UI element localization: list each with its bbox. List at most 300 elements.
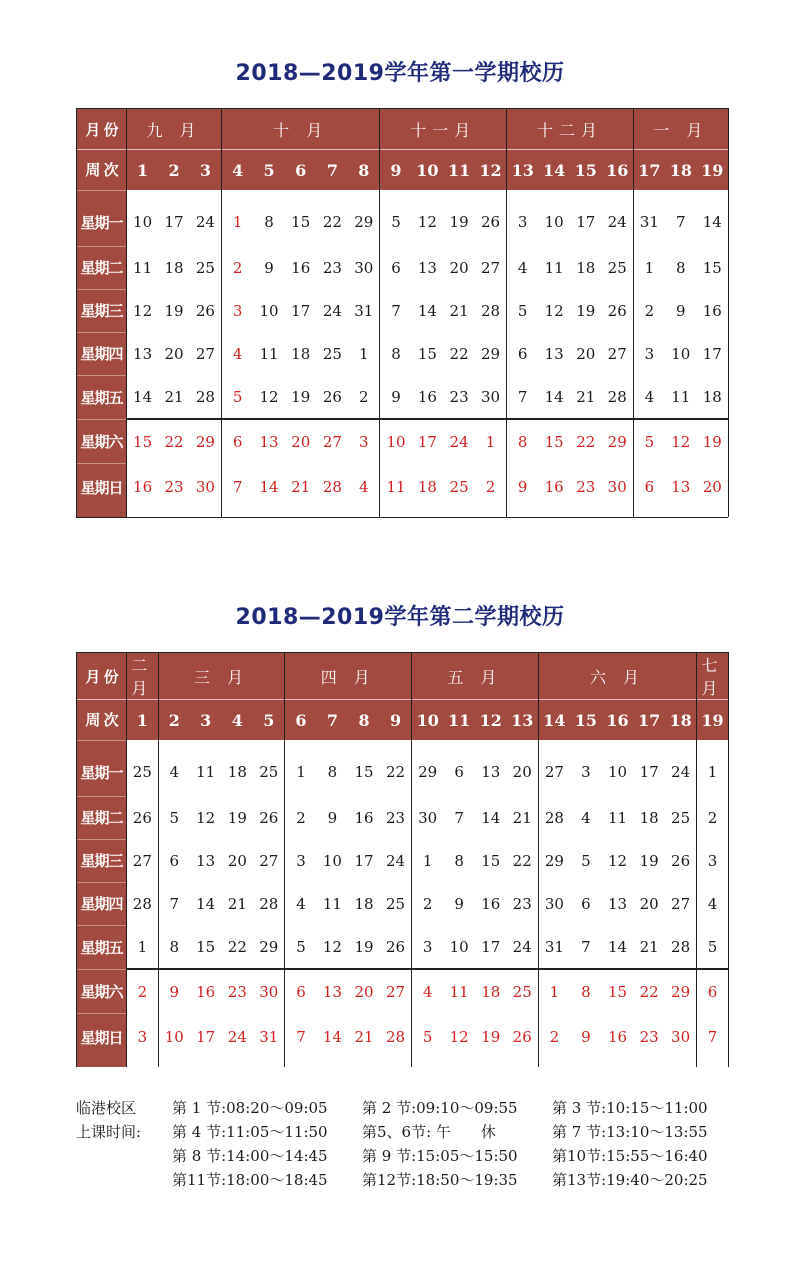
date-cell: 12	[259, 387, 279, 406]
week-number: 17	[633, 150, 665, 191]
date-cell: 31	[253, 1013, 285, 1067]
date-cell: 22	[633, 969, 665, 1013]
date-cell: 17	[196, 1027, 216, 1046]
date-cell: 30	[602, 463, 634, 517]
date-cell: 18	[291, 344, 311, 363]
date-cell: 23	[164, 477, 184, 496]
date-cell: 19	[449, 213, 469, 231]
date-cell: 15	[481, 851, 501, 870]
date-cell: 17	[639, 763, 659, 781]
date-cell: 5	[581, 851, 591, 870]
date-cell: 22	[449, 344, 469, 363]
week-number: 13	[507, 700, 539, 741]
date-cell: 6	[697, 969, 729, 1013]
date-cell: 23	[322, 258, 342, 277]
date-cell: 16	[544, 477, 564, 496]
month-header: 五 月	[412, 653, 539, 700]
date-cell: 6	[391, 258, 401, 277]
date-cell: 15	[354, 763, 374, 781]
weekday-label: 星期六	[77, 419, 127, 463]
date-cell: 1	[475, 419, 507, 463]
date-cell: 23	[222, 969, 254, 1013]
date-cell: 5	[422, 1027, 433, 1046]
week-number: 13	[507, 150, 539, 191]
week-number: 18	[665, 700, 697, 741]
week-number: 10	[412, 150, 444, 191]
date-cell: 29	[418, 763, 438, 781]
date-cell: 18	[576, 258, 596, 277]
date-cell: 11	[259, 344, 279, 363]
date-cell: 3	[697, 839, 729, 882]
schedule-cell: 第 9 节:15:05～15:50	[362, 1147, 518, 1165]
date-cell: 28	[253, 882, 285, 925]
date-cell: 19	[227, 808, 247, 827]
weekday-label: 星期五	[77, 925, 127, 969]
week-number: 8	[348, 700, 380, 741]
date-cell: 22	[227, 937, 247, 956]
week-number: 15	[570, 150, 602, 191]
date-cell: 19	[639, 851, 659, 870]
date-cell: 28	[127, 882, 159, 925]
date-cell: 22	[322, 213, 342, 231]
date-cell: 18	[475, 969, 507, 1013]
date-cell: 4	[296, 894, 306, 913]
date-cell: 25	[507, 969, 539, 1013]
date-cell: 5	[517, 301, 528, 320]
date-cell: 14	[322, 1027, 342, 1046]
schedule-row	[76, 1120, 736, 1144]
week-number: 2	[158, 150, 190, 191]
date-cell: 5	[633, 419, 665, 463]
date-cell: 15	[697, 246, 729, 289]
date-cell: 14	[196, 894, 216, 913]
weekday-label: 星期三	[77, 289, 127, 332]
date-cell: 6	[285, 969, 317, 1013]
date-cell: 31	[544, 937, 564, 956]
month-header: 三 月	[158, 653, 285, 700]
date-cell: 3	[422, 937, 433, 956]
term2-title: 2018—2019学年第二学期校历	[235, 605, 565, 630]
schedule-cell: 第 1 节:08:20～09:05	[172, 1099, 328, 1117]
date-cell: 17	[164, 213, 184, 231]
date-cell: 2	[127, 969, 159, 1013]
weekday-label: 星期一	[77, 190, 127, 246]
date-cell: 30	[348, 246, 380, 289]
term1-calendar	[76, 108, 729, 517]
date-cell: 8	[507, 419, 539, 463]
date-cell: 27	[544, 763, 564, 781]
week-number: 11	[443, 700, 475, 741]
date-cell: 3	[348, 419, 380, 463]
date-cell: 24	[227, 1027, 247, 1046]
date-cell: 22	[570, 419, 602, 463]
date-cell: 10	[380, 419, 412, 463]
date-cell: 3	[644, 344, 655, 363]
date-cell: 23	[380, 796, 412, 839]
date-cell: 17	[576, 213, 596, 231]
schedule-cell: 第11节:18:00～18:45	[172, 1171, 328, 1189]
date-cell: 2	[475, 463, 507, 517]
date-cell: 7	[296, 1027, 306, 1046]
date-cell: 25	[253, 740, 285, 796]
date-cell: 16	[481, 894, 501, 913]
weekday-label: 星期三	[77, 839, 127, 882]
date-cell: 7	[581, 937, 591, 956]
date-cell: 1	[232, 213, 243, 231]
date-cell: 22	[158, 419, 190, 463]
date-cell: 23	[576, 477, 596, 496]
week-number: 4	[222, 700, 254, 741]
date-cell: 18	[697, 375, 729, 419]
date-cell: 27	[127, 839, 159, 882]
date-cell: 16	[354, 808, 374, 827]
date-cell: 14	[417, 301, 437, 320]
date-cell: 8	[264, 213, 274, 231]
date-cell: 14	[544, 387, 564, 406]
week-number: 9	[380, 700, 412, 741]
date-cell: 10	[133, 213, 153, 231]
date-cell: 28	[190, 375, 222, 419]
date-cell: 21	[507, 796, 539, 839]
term1-title: 2018—2019学年第一学期校历	[235, 61, 565, 86]
date-cell: 25	[602, 246, 634, 289]
week-number: 7	[317, 150, 349, 191]
date-cell: 1	[296, 763, 306, 781]
date-cell: 8	[676, 258, 686, 277]
date-cell: 30	[190, 463, 222, 517]
date-cell: 21	[576, 387, 596, 406]
weekday-label: 星期六	[77, 969, 127, 1013]
date-cell: 19	[291, 387, 311, 406]
weekday-label: 星期二	[77, 246, 127, 289]
date-cell: 26	[190, 289, 222, 332]
date-cell: 24	[190, 190, 222, 246]
date-cell: 21	[449, 301, 469, 320]
date-cell: 12	[133, 301, 153, 320]
week-number: 14	[538, 150, 570, 191]
week-number: 6	[285, 150, 317, 191]
date-cell: 21	[354, 1027, 374, 1046]
week-number: 19	[697, 150, 729, 191]
week-number: 16	[602, 150, 634, 191]
weekday-label: 星期日	[77, 463, 127, 517]
date-cell: 20	[164, 344, 184, 363]
week-number: 16	[602, 700, 634, 741]
date-cell: 12	[544, 301, 564, 320]
date-cell: 26	[507, 1013, 539, 1067]
date-cell: 21	[164, 387, 184, 406]
date-cell: 13	[607, 894, 628, 913]
month-header: 六 月	[538, 653, 696, 700]
weekday-label: 星期二	[77, 796, 127, 839]
date-cell: 5	[697, 925, 729, 969]
week-number: 9	[380, 150, 412, 191]
date-cell: 18	[164, 258, 184, 277]
date-cell: 20	[285, 419, 317, 463]
week-number: 15	[570, 700, 602, 741]
date-cell: 10	[544, 213, 564, 231]
date-cell: 10	[449, 937, 469, 956]
date-cell: 4	[169, 763, 180, 781]
date-cell: 26	[253, 796, 285, 839]
week-number: 3	[190, 150, 222, 191]
date-cell: 31	[639, 213, 659, 231]
date-cell: 4	[697, 882, 729, 925]
schedule-cell: 上课时间:	[76, 1123, 142, 1141]
date-cell: 11	[607, 808, 628, 827]
date-cell: 14	[481, 808, 501, 827]
month-header: 九 月	[127, 109, 222, 150]
date-cell: 3	[517, 213, 528, 231]
date-cell: 20	[639, 894, 659, 913]
date-cell: 27	[380, 969, 412, 1013]
date-cell: 9	[391, 387, 401, 406]
week-number: 1	[127, 700, 159, 741]
date-cell: 10	[671, 344, 691, 363]
date-cell: 30	[665, 1013, 697, 1067]
date-cell: 19	[164, 301, 184, 320]
weekday-label: 星期日	[77, 1013, 127, 1067]
date-cell: 4	[644, 387, 655, 406]
week-number: 11	[443, 150, 475, 191]
date-cell: 25	[665, 796, 697, 839]
date-cell: 25	[190, 246, 222, 289]
week-number: 19	[697, 700, 729, 741]
date-cell: 26	[665, 839, 697, 882]
date-cell: 28	[602, 375, 634, 419]
date-cell: 28	[544, 808, 564, 827]
date-cell: 19	[697, 419, 729, 463]
date-cell: 7	[169, 894, 180, 913]
date-cell: 29	[665, 969, 697, 1013]
date-cell: 29	[475, 332, 507, 375]
date-cell: 17	[697, 332, 729, 375]
schedule-cell: 第 2 节:09:10～09:55	[362, 1099, 518, 1117]
date-cell: 2	[697, 796, 729, 839]
date-cell: 8	[391, 344, 401, 363]
date-cell: 5	[169, 808, 180, 827]
date-cell: 3	[296, 851, 306, 870]
date-cell: 24	[443, 419, 475, 463]
schedule-cell: 第 4 节:11:05～11:50	[172, 1123, 328, 1141]
date-cell: 16	[291, 258, 311, 277]
schedule-row	[76, 1168, 736, 1192]
date-cell: 13	[317, 969, 349, 1013]
date-cell: 5	[296, 937, 306, 956]
date-cell: 3	[232, 301, 243, 320]
date-cell: 24	[665, 740, 697, 796]
date-cell: 7	[232, 477, 243, 496]
date-cell: 20	[507, 740, 539, 796]
weekday-label: 星期四	[77, 882, 127, 925]
date-cell: 8	[570, 969, 602, 1013]
date-cell: 13	[671, 477, 691, 496]
date-cell: 9	[264, 258, 274, 277]
date-cell: 14	[259, 477, 279, 496]
date-cell: 14	[697, 190, 729, 246]
date-cell: 12	[449, 1027, 469, 1046]
date-cell: 1	[538, 969, 570, 1013]
weekday-label: 星期四	[77, 332, 127, 375]
date-cell: 23	[639, 1027, 659, 1046]
date-cell: 24	[507, 925, 539, 969]
date-cell: 10	[607, 763, 628, 781]
month-header: 四 月	[285, 653, 412, 700]
date-cell: 30	[253, 969, 285, 1013]
date-cell: 7	[391, 301, 401, 320]
date-cell: 4	[581, 808, 591, 827]
date-cell: 20	[449, 258, 469, 277]
week-number: 10	[412, 700, 444, 741]
date-cell: 20	[227, 851, 247, 870]
date-cell: 24	[602, 190, 634, 246]
date-cell: 6	[517, 344, 528, 363]
date-cell: 13	[417, 258, 437, 277]
date-cell: 24	[322, 301, 342, 320]
date-cell: 26	[475, 190, 507, 246]
date-cell: 6	[581, 894, 591, 913]
date-cell: 11	[386, 477, 406, 496]
date-cell: 7	[676, 213, 686, 231]
date-cell: 5	[391, 213, 401, 231]
date-cell: 10	[322, 851, 342, 870]
date-cell: 3	[127, 1013, 159, 1067]
week-header-label: 周 次	[77, 700, 127, 741]
date-cell: 9	[158, 969, 190, 1013]
date-cell: 8	[169, 937, 180, 956]
month-header: 一 月	[633, 109, 728, 150]
week-number: 17	[633, 700, 665, 741]
date-cell: 13	[544, 344, 564, 363]
schedule-cell: 第13节:19:40～20:25	[552, 1171, 708, 1189]
date-cell: 1	[127, 925, 159, 969]
date-cell: 19	[354, 937, 374, 956]
week-number: 8	[348, 150, 380, 191]
date-cell: 11	[322, 894, 342, 913]
term1-bottom-border	[76, 517, 728, 518]
date-cell: 12	[607, 851, 628, 870]
date-cell: 18	[227, 763, 247, 781]
date-cell: 2	[348, 375, 380, 419]
date-cell: 4	[517, 258, 528, 277]
date-cell: 9	[517, 477, 528, 496]
date-cell: 14	[133, 387, 153, 406]
date-cell: 29	[544, 851, 564, 870]
date-cell: 15	[196, 937, 216, 956]
date-cell: 11	[671, 387, 691, 406]
month-header: 七月	[697, 653, 729, 700]
date-cell: 6	[454, 763, 464, 781]
schedule-cell: 第10节:15:55～16:40	[552, 1147, 708, 1165]
schedule-cell: 第 7 节:13:10～13:55	[552, 1123, 708, 1141]
date-cell: 23	[507, 882, 539, 925]
date-cell: 19	[481, 1027, 501, 1046]
date-cell: 7	[454, 808, 464, 827]
date-cell: 14	[607, 937, 628, 956]
month-header: 十二月	[507, 109, 634, 150]
date-cell: 25	[449, 477, 469, 496]
date-cell: 29	[602, 419, 634, 463]
date-cell: 6	[222, 419, 254, 463]
date-cell: 4	[412, 969, 444, 1013]
date-cell: 16	[190, 969, 222, 1013]
date-cell: 25	[380, 882, 412, 925]
date-cell: 27	[253, 839, 285, 882]
date-cell: 16	[133, 477, 153, 496]
term2-calendar	[76, 652, 729, 1067]
date-cell: 17	[291, 301, 311, 320]
date-cell: 7	[517, 387, 528, 406]
date-cell: 24	[380, 839, 412, 882]
date-cell: 5	[232, 387, 243, 406]
date-cell: 31	[348, 289, 380, 332]
date-cell: 15	[127, 419, 159, 463]
date-cell: 6	[169, 851, 180, 870]
date-cell: 12	[665, 419, 697, 463]
date-cell: 18	[639, 808, 659, 827]
date-cell: 18	[417, 477, 437, 496]
date-cell: 9	[454, 894, 464, 913]
schedule-cell: 第 8 节:14:00～14:45	[172, 1147, 328, 1165]
date-cell: 29	[190, 419, 222, 463]
date-cell: 25	[127, 740, 159, 796]
date-cell: 27	[665, 882, 697, 925]
date-cell: 2	[296, 808, 306, 827]
date-cell: 17	[481, 937, 501, 956]
date-cell: 12	[196, 808, 216, 827]
date-cell: 9	[676, 301, 686, 320]
week-header-label: 周 次	[77, 150, 127, 191]
date-cell: 1	[348, 332, 380, 375]
date-cell: 1	[697, 740, 729, 796]
schedule-cell: 第 3 节:10:15～11:00	[552, 1099, 708, 1117]
date-cell: 13	[196, 851, 216, 870]
week-number: 2	[158, 700, 190, 741]
date-cell: 29	[348, 190, 380, 246]
week-number: 5	[253, 700, 285, 741]
week-number: 7	[317, 700, 349, 741]
date-cell: 4	[348, 463, 380, 517]
date-cell: 2	[644, 301, 655, 320]
schedule-cell: 第5、6节: 午 休	[362, 1123, 496, 1141]
date-cell: 17	[412, 419, 444, 463]
month-header: 十 月	[222, 109, 380, 150]
date-cell: 8	[327, 763, 338, 781]
date-cell: 6	[644, 477, 655, 496]
date-cell: 13	[481, 763, 501, 781]
date-cell: 15	[538, 419, 570, 463]
date-cell: 21	[639, 937, 659, 956]
week-number: 14	[538, 700, 570, 741]
date-cell: 13	[253, 419, 285, 463]
date-cell: 18	[354, 894, 374, 913]
date-cell: 30	[418, 808, 438, 827]
date-cell: 4	[232, 344, 243, 363]
date-cell: 10	[259, 301, 279, 320]
date-cell: 10	[164, 1027, 184, 1046]
date-cell: 26	[380, 925, 412, 969]
date-cell: 2	[549, 1027, 560, 1046]
date-cell: 11	[544, 258, 564, 277]
date-cell: 3	[581, 763, 591, 781]
week-number: 18	[665, 150, 697, 191]
date-cell: 27	[475, 246, 507, 289]
date-cell: 15	[417, 344, 437, 363]
date-cell: 1	[644, 258, 655, 277]
week-number: 3	[190, 700, 222, 741]
weekday-label: 星期一	[77, 740, 127, 796]
date-cell: 25	[322, 344, 342, 363]
